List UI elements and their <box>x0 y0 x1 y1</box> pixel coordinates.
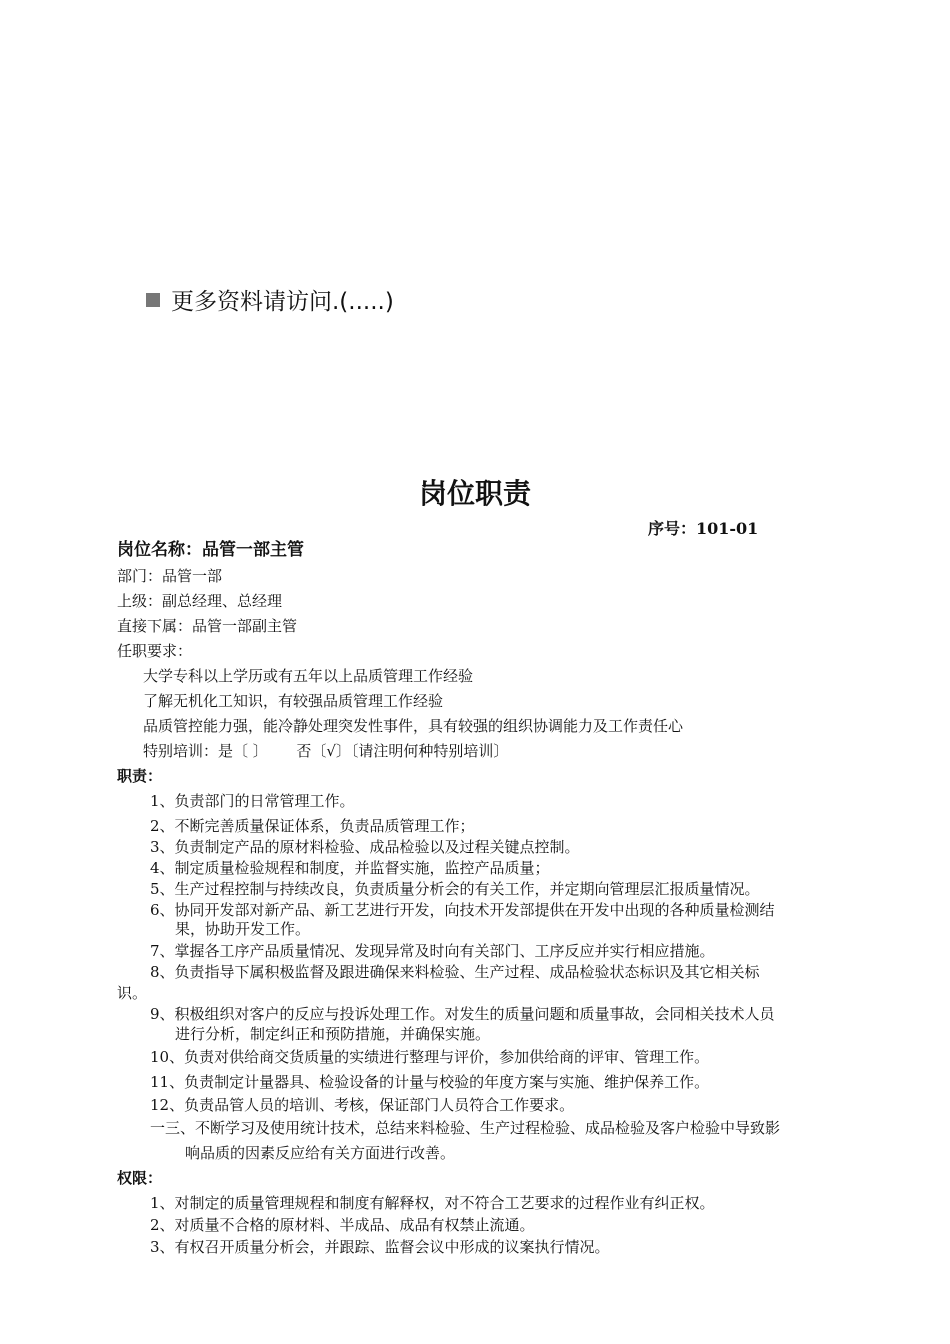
square-bullet-icon <box>146 293 160 307</box>
resource-banner <box>146 286 394 318</box>
requirement-item: 特别培训：是〔 〕 否〔√〕〔请注明何种特别培训〕 <box>143 742 509 760</box>
authority-heading: 权限： <box>117 1169 163 1187</box>
duty-item: 4、制定质量检验规程和制度，并监督实施，监控产品质量； <box>150 859 550 877</box>
authority-item: 1、对制定的质量管理规程和制度有解释权，对不符合工艺要求的过程作业有纠正权。 <box>150 1194 715 1212</box>
authority-item: 3、有权召开质量分析会，并跟踪、监督会议中形成的议案执行情况。 <box>150 1238 610 1256</box>
duty-item: 2、不断完善质量保证体系，负责品质管理工作； <box>150 817 475 835</box>
duty-item: 11、负责制定计量器具、检验设备的计量与校验的年度方案与实施、维护保养工作。 <box>150 1073 710 1091</box>
requirement-item: 了解无机化工知识，有较强品质管理工作经验 <box>143 692 444 710</box>
requirement-item: 大学专科以上学历或有五年以上品质管理工作经验 <box>143 667 474 685</box>
banner-text: 更多资料请访问.(.....) <box>171 289 394 315</box>
subordinate: 直接下属：品管一部副主管 <box>117 617 298 635</box>
requirements-heading: 任职要求： <box>117 642 193 660</box>
document-title: 岗位职责 <box>418 477 531 510</box>
duty-item-continued: 响品质的因素反应给有关方面进行改善。 <box>185 1144 456 1162</box>
duty-item: 9、积极组织对客户的反应与投诉处理工作。对发生的质量问题和质量事故，会同相关技术人员 <box>150 1005 775 1023</box>
duty-item: 3、负责制定产品的原材料检验、成品检验以及过程关键点控制。 <box>150 838 580 856</box>
authority-item: 2、对质量不合格的原材料、半成品、成品有权禁止流通。 <box>150 1216 535 1234</box>
duty-item: 5、生产过程控制与持续改良，负责质量分析会的有关工作，并定期向管理层汇报质量情况。 <box>150 880 760 898</box>
serial-number: 序号：101-01 <box>648 519 759 538</box>
duties-heading: 职责： <box>117 767 163 785</box>
duty-item: 6、协同开发部对新产品、新工艺进行开发，向技术开发部提供在开发中出现的各种质量检测结 <box>150 901 775 919</box>
duty-item: 10、负责对供给商交货质量的实绩进行整理与评价，参加供给商的评审、管理工作。 <box>150 1048 710 1066</box>
department: 部门：品管一部 <box>117 567 223 585</box>
duty-item-continued: 果，协助开发工作。 <box>175 920 311 938</box>
duty-item: 12、负责品管人员的培训、考核，保证部门人员符合工作要求。 <box>150 1096 575 1114</box>
requirement-item: 品质管控能力强，能冷静处理突发性事件，具有较强的组织协调能力及工作责任心 <box>143 717 684 735</box>
duty-item: 一三、不断学习及使用统计技术，总结来料检验、生产过程检验、成品检验及客户检验中导致影 <box>150 1119 781 1137</box>
superior: 上级：副总经理、总经理 <box>117 592 283 610</box>
duty-item: 7、掌握各工序产品质量情况、发现异常及时向有关部门、工序反应并实行相应措施。 <box>150 942 715 960</box>
duty-item: 1、负责部门的日常管理工作。 <box>150 792 355 810</box>
position-name: 岗位名称：品管一部主管 <box>117 540 304 560</box>
duty-item-continued: 识。 <box>117 984 148 1002</box>
duty-item: 8、负责指导下属积极监督及跟进确保来料检验、生产过程、成品检验状态标识及其它相关标 <box>150 963 760 981</box>
duty-item-continued: 进行分析，制定纠正和预防措施，并确保实施。 <box>175 1025 491 1043</box>
